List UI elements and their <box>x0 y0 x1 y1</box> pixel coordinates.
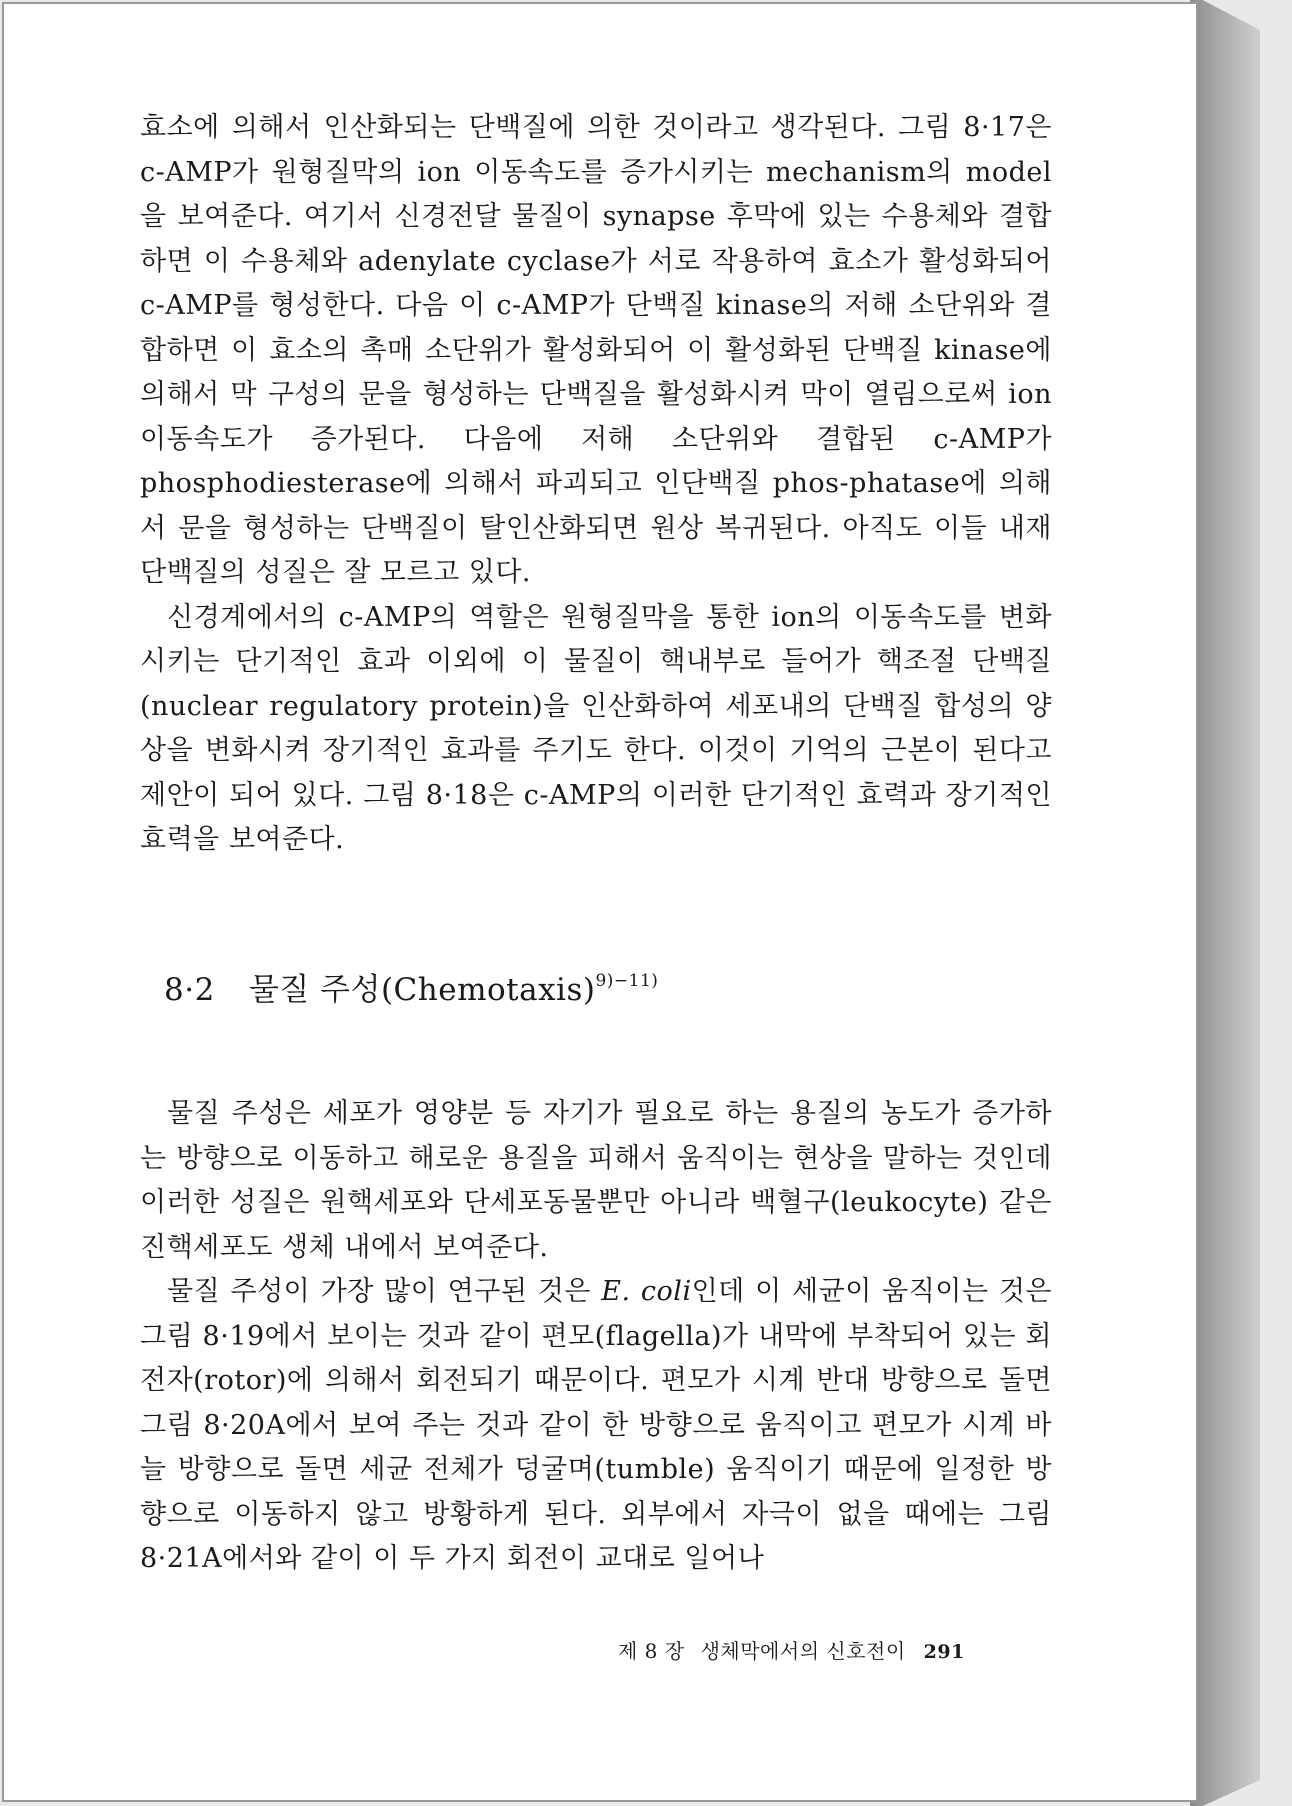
paragraph-camp-role: 신경계에서의 c-AMP의 역할은 원형질막을 통한 ion의 이동속도를 변화시키는 단기적인 효과 이외에 이 물질이 핵내부로 들어가 핵조절 단백질(nuclear regulatory protein)을 인산화하여 세포내의 단백질 합성의 양상을 변화시켜 장기적인 효과를 주기도 한다. 이것이 기억의 근본이 된다고 제안이 되어 있다. 그림 8·18은 c-AMP의 이러한 단기적인 효력과 장기적인 효력을 보여준다. <box>140 601 1052 855</box>
section-text-block <box>140 1092 1052 1582</box>
paragraph-chemotaxis-definition: 물질 주성은 세포가 영양분 등 자기가 필요로 하는 용질의 농도가 증가하는 방향으로 이동하고 해로운 용질을 피해서 움직이는 현상을 말하는 것인데 이러한 성질은 원핵세포와 단세포동물뿐만 아니라 백혈구(leukocyte) 같은 진핵세포도 생체 내에서 보여준다. <box>140 1098 1052 1263</box>
paragraph-text-after: 인데 이 세균이 움직이는 것은 그림 8·19에서 보이는 것과 같이 편모(flagella)가 내막에 부착되어 있는 회전자(rotor)에 의해서 회전되기 때문이다. 편모가 시계 반대 방향으로 돌면 그림 8·20A에서 보여 주는 것과 같이 한 방향으로 움직이고 편모가 시계 바늘 방향으로 돌면 세균 전체가 덩굴며(tumble) 움직이기 때문에 일정한 방향으로 이동하지 않고 방황하게 된다. 외부에서 자극이 없을 때에는 그림 8·21A에서와 같이 이 두 가지 회전이 교대로 일어나 <box>140 1276 1052 1574</box>
section-heading <box>164 964 658 1009</box>
footer-chapter-title: 생체막에서의 신호전이 <box>700 1639 906 1663</box>
book-page <box>2 2 1198 1802</box>
section-number: 8·2 <box>164 972 215 1008</box>
paragraph-ecoli-flagella <box>140 1270 1052 1582</box>
page-footer <box>618 1635 965 1664</box>
upper-text-block <box>140 106 1052 863</box>
section-title: 물질 주성(Chemotaxis) <box>248 972 596 1008</box>
reference-superscript: 9)−11) <box>595 971 659 991</box>
book-page-edge <box>1190 0 1260 1806</box>
page-number: 291 <box>923 1641 965 1663</box>
footer-chapter: 제 8 장 <box>618 1639 685 1663</box>
paragraph-camp-mechanism: 효소에 의해서 인산화되는 단백질에 의한 것이라고 생각된다. 그림 8·17은 c-AMP가 원형질막의 ion 이동속도를 증가시키는 mechanism의 model을 보여준다. 여기서 신경전달 물질이 synapse 후막에 있는 수용체와 결합하면 이 수용체와 adenylate cyclase가 서로 작용하여 효소가 활성화되어 c-AMP를 형성한다. 다음 이 c-AMP가 단백질 kinase의 저해 소단위와 결합하면 이 효소의 촉매 소단위가 활성화되어 이 활성화된 단백질 kinase에 의해서 막 구성의 문을 형성하는 단백질을 활성화시켜 막이 열림으로써 ion 이동속도가 증가된다. 다음에 저해 소단위와 결합된 c-AMP가 phosphodiesterase에 의해서 파괴되고 인단백질 phos-phatase에 의해서 문을 형성하는 단백질이 탈인산화되면 원상 복귀된다. 아직도 이들 내재단백질의 성질은 잘 모르고 있다. <box>140 112 1052 588</box>
paragraph-text-before: 물질 주성이 가장 많이 연구된 것은 <box>167 1276 602 1307</box>
species-name: E. coli <box>601 1276 692 1307</box>
